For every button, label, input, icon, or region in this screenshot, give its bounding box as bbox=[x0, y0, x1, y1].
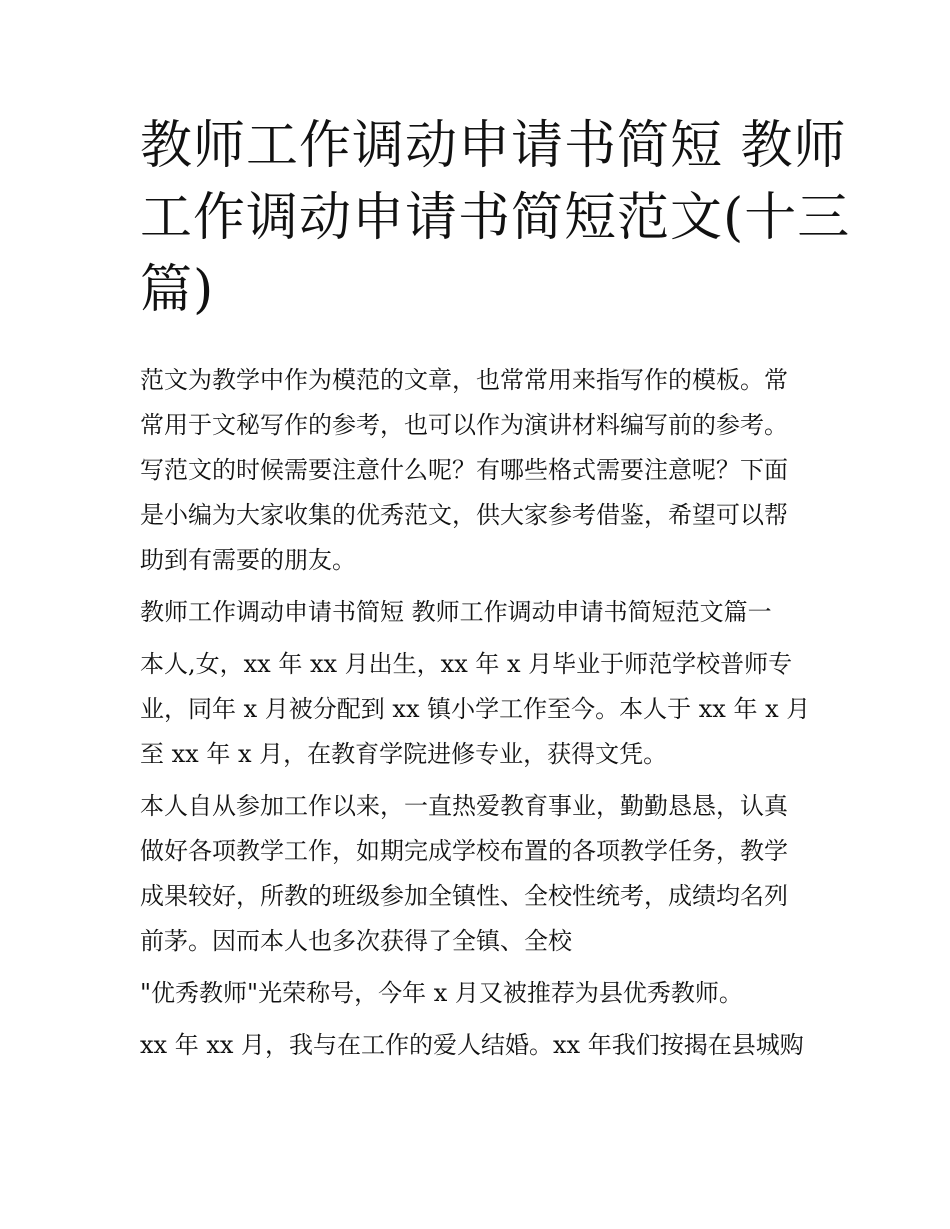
text-line: 本人,女，xx 年 xx 月出生，xx 年 x 月毕业于师范学校普师专 bbox=[140, 650, 793, 678]
body-paragraph bbox=[140, 784, 830, 964]
document-title bbox=[140, 110, 851, 326]
section-heading-paragraph bbox=[140, 590, 830, 635]
text-line: 助到有需要的朋友。 bbox=[140, 546, 356, 574]
text-line: 写范文的时候需要注意什么呢？有哪些格式需要注意呢？下面 bbox=[140, 456, 788, 484]
body-paragraph bbox=[140, 1023, 830, 1068]
text-line: 成果较好，所教的班级参加全镇性、全校性统考，成绩均名列 bbox=[140, 882, 788, 910]
text-line: 常用于文秘写作的参考，也可以作为演讲材料编写前的参考。 bbox=[140, 411, 788, 439]
intro-paragraph bbox=[140, 358, 830, 583]
document-body bbox=[140, 358, 830, 1075]
body-paragraph bbox=[140, 971, 830, 1016]
title-line: 篇) bbox=[140, 260, 215, 320]
text-line: 是小编为大家收集的优秀范文，供大家参考借鉴，希望可以帮 bbox=[140, 501, 788, 529]
title-line: 教师工作调动申请书简短 教师 bbox=[140, 116, 847, 176]
body-paragraph bbox=[140, 642, 830, 777]
text-line: 业，同年 x 月被分配到 xx 镇小学工作至今。本人于 xx 年 x 月 bbox=[140, 695, 811, 723]
text-line: "优秀教师"光荣称号，今年 x 月又被推荐为县优秀教师。 bbox=[140, 979, 743, 1007]
text-line: 前茅。因而本人也多次获得了全镇、全校 bbox=[140, 927, 572, 955]
text-line: 做好各项教学工作，如期完成学校布置的各项教学任务，教学 bbox=[140, 837, 788, 865]
title-line: 工作调动申请书简短范文(十三 bbox=[140, 188, 851, 248]
text-line: 本人自从参加工作以来，一直热爱教育事业，勤勤恳恳，认真 bbox=[140, 792, 788, 820]
text-line: 范文为教学中作为模范的文章，也常常用来指写作的模板。常 bbox=[140, 366, 788, 394]
text-line: 至 xx 年 x 月，在教育学院进修专业，获得文凭。 bbox=[140, 740, 668, 768]
text-line: xx 年 xx 月，我与在工作的爱人结婚。xx 年我们按揭在县城购 bbox=[140, 1031, 804, 1059]
text-line: 教师工作调动申请书简短 教师工作调动申请书简短范文篇一 bbox=[140, 598, 772, 626]
